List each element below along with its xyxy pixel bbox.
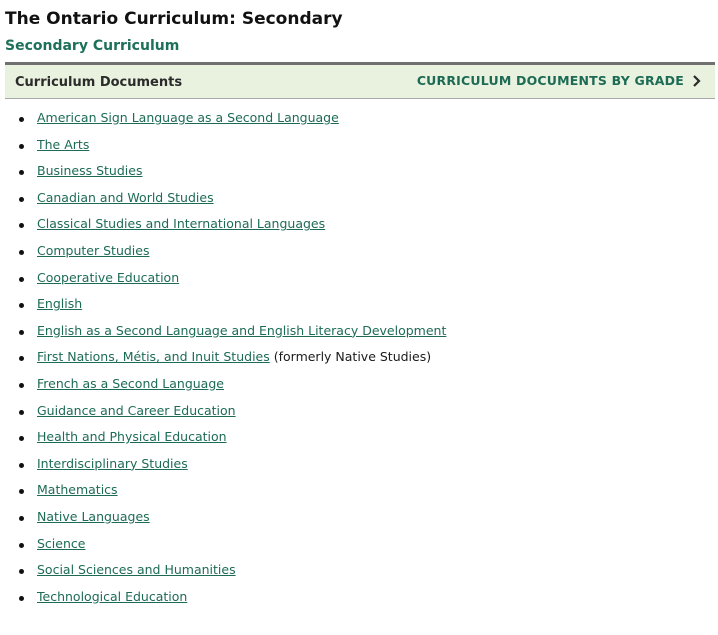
document-link[interactable]: Business Studies	[37, 163, 143, 179]
list-item-text	[37, 158, 142, 185]
list-item-text	[37, 344, 431, 371]
list-item-text	[37, 584, 187, 611]
bullet-icon	[19, 223, 24, 228]
bullet-icon	[19, 436, 24, 441]
bullet-icon	[19, 410, 24, 415]
list-item-text	[37, 371, 224, 398]
list-item	[0, 318, 718, 345]
document-link[interactable]: Science	[37, 535, 86, 551]
list-item	[0, 291, 718, 318]
bullet-icon	[19, 197, 24, 202]
list-item	[0, 265, 718, 292]
list-item-text	[37, 531, 85, 558]
list-item-text	[37, 504, 150, 531]
bullet-icon	[19, 277, 24, 282]
bullet-icon	[19, 383, 24, 388]
bullet-icon	[19, 117, 24, 122]
document-link[interactable]: Cooperative Education	[37, 269, 180, 285]
bullet-icon	[19, 463, 24, 468]
document-link[interactable]: French as a Second Language	[37, 375, 224, 391]
list-item	[0, 211, 718, 238]
list-item	[0, 185, 718, 212]
bullet-icon	[19, 489, 24, 494]
bullet-icon	[19, 543, 24, 548]
list-item-text	[37, 424, 227, 451]
list-item	[0, 238, 718, 265]
document-link[interactable]: English	[37, 296, 83, 312]
list-item	[0, 424, 718, 451]
bullet-icon	[19, 250, 24, 255]
list-item-text	[37, 211, 325, 238]
documents-by-grade-label: CURRICULUM DOCUMENTS BY GRADE	[416, 73, 684, 88]
document-note: (formerly Native Studies)	[269, 349, 432, 365]
list-item-text	[37, 105, 339, 132]
list-item	[0, 557, 718, 584]
bullet-icon	[19, 144, 24, 149]
list-item	[0, 158, 718, 185]
document-link[interactable]: Canadian and World Studies	[37, 189, 214, 205]
list-item-text	[37, 238, 149, 265]
document-link[interactable]: Interdisciplinary Studies	[37, 455, 188, 471]
list-item	[0, 398, 718, 425]
bullet-icon	[19, 303, 24, 308]
list-item-text	[37, 398, 236, 425]
bullet-icon	[19, 569, 24, 574]
document-link[interactable]: Social Sciences and Humanities	[37, 562, 236, 578]
list-item-text	[37, 451, 188, 478]
list-item-text	[37, 557, 236, 584]
list-item	[0, 105, 718, 132]
document-link[interactable]: Computer Studies	[37, 242, 150, 258]
document-link[interactable]: Health and Physical Education	[37, 429, 227, 445]
list-item	[0, 504, 718, 531]
document-link[interactable]: Guidance and Career Education	[37, 402, 236, 418]
list-item-text	[37, 477, 118, 504]
section-title: Secondary Curriculum	[5, 38, 180, 54]
bullet-icon	[19, 330, 24, 335]
bullet-icon	[19, 170, 24, 175]
document-link[interactable]: English as a Second Language and English Literacy Development	[37, 322, 447, 338]
list-item	[0, 371, 718, 398]
bullet-icon	[19, 596, 24, 601]
page-title: The Ontario Curriculum: Secondary	[5, 9, 343, 29]
list-item-text	[37, 291, 82, 318]
document-link[interactable]: American Sign Language as a Second Language	[37, 110, 339, 125]
list-item	[0, 132, 718, 159]
list-item	[0, 584, 718, 611]
list-item-text	[37, 185, 214, 212]
list-item	[0, 344, 718, 371]
document-link[interactable]: Mathematics	[37, 482, 118, 498]
curriculum-document-list	[0, 105, 718, 610]
list-item	[0, 477, 718, 504]
list-item-text	[37, 265, 179, 292]
documents-by-grade-link[interactable]	[417, 73, 703, 88]
list-item	[0, 531, 718, 558]
list-item-text	[37, 132, 89, 159]
curriculum-documents-bar	[5, 62, 715, 99]
document-link[interactable]: Classical Studies and International Languages	[37, 216, 326, 232]
document-link[interactable]: Technological Education	[37, 588, 188, 604]
document-link[interactable]: First Nations, Métis, and Inuit Studies	[37, 349, 270, 365]
document-link[interactable]: The Arts	[37, 136, 90, 152]
bullet-icon	[19, 356, 24, 361]
bar-label: Curriculum Documents	[15, 75, 183, 90]
list-item-text	[37, 318, 446, 345]
list-item	[0, 451, 718, 478]
chevron-right-icon	[691, 74, 703, 88]
bullet-icon	[19, 516, 24, 521]
document-link[interactable]: Native Languages	[37, 508, 150, 524]
